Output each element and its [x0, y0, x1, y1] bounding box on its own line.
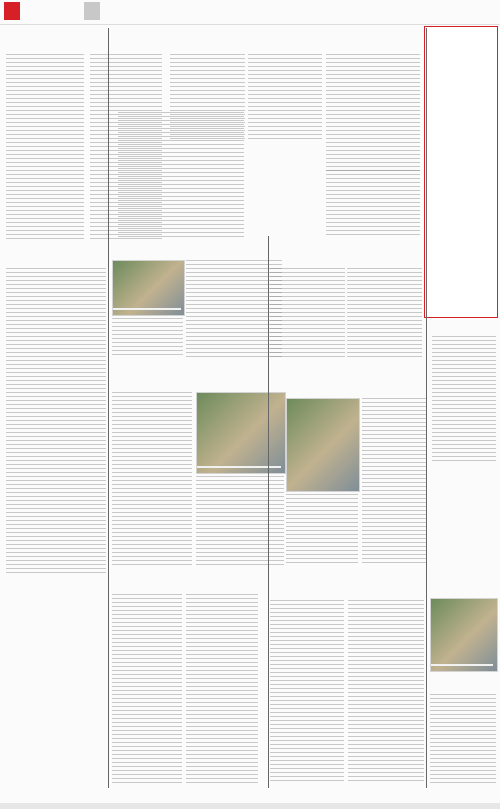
- photo-caption: [113, 308, 181, 310]
- article-column: [112, 318, 183, 358]
- article-text-lines: [432, 336, 496, 464]
- article-text-lines: [112, 594, 182, 784]
- article-column: [270, 600, 344, 784]
- article-column: [270, 268, 345, 358]
- article-column: [286, 494, 358, 566]
- article-column: [6, 268, 106, 574]
- article-column: [112, 594, 182, 784]
- news-photo: [286, 398, 360, 492]
- column-divider: [108, 28, 109, 788]
- column-divider: [268, 236, 269, 788]
- right-column-box: [424, 26, 498, 318]
- section-tab-secondary: [84, 2, 100, 20]
- article-text-lines: [326, 170, 420, 238]
- news-photo: [196, 392, 286, 474]
- article-text-lines: [348, 600, 424, 784]
- article-column: [6, 54, 84, 242]
- bottom-strip: [0, 803, 500, 809]
- article-text-lines: [6, 268, 106, 574]
- article-text-lines: [118, 112, 244, 238]
- article-text-lines: [112, 392, 192, 566]
- article-text-lines: [6, 54, 84, 242]
- news-photo: [430, 598, 498, 672]
- article-text-lines: [248, 54, 322, 140]
- article-text-lines: [362, 398, 426, 566]
- photo-caption: [431, 664, 493, 666]
- article-column: [432, 336, 496, 464]
- page-header: [0, 0, 500, 25]
- article-text-lines: [430, 694, 496, 784]
- article-column: [326, 54, 420, 174]
- article-column: [112, 392, 192, 566]
- article-column: [348, 600, 424, 784]
- article-column: [362, 398, 426, 566]
- article-column: [118, 112, 244, 238]
- article-column: [248, 54, 322, 140]
- article-text-lines: [347, 268, 422, 358]
- article-column: [347, 268, 422, 358]
- article-text-lines: [196, 476, 284, 566]
- article-column: [186, 594, 258, 784]
- article-text-lines: [112, 318, 183, 358]
- article-column: [430, 694, 496, 784]
- article-text-lines: [270, 268, 345, 358]
- article-text-lines: [270, 600, 344, 784]
- article-text-lines: [326, 54, 420, 174]
- column-divider: [426, 28, 427, 788]
- article-text-lines: [186, 594, 258, 784]
- article-text-lines: [286, 494, 358, 566]
- section-tab-primary: [4, 2, 20, 20]
- article-column: [326, 170, 420, 238]
- article-column: [196, 476, 284, 566]
